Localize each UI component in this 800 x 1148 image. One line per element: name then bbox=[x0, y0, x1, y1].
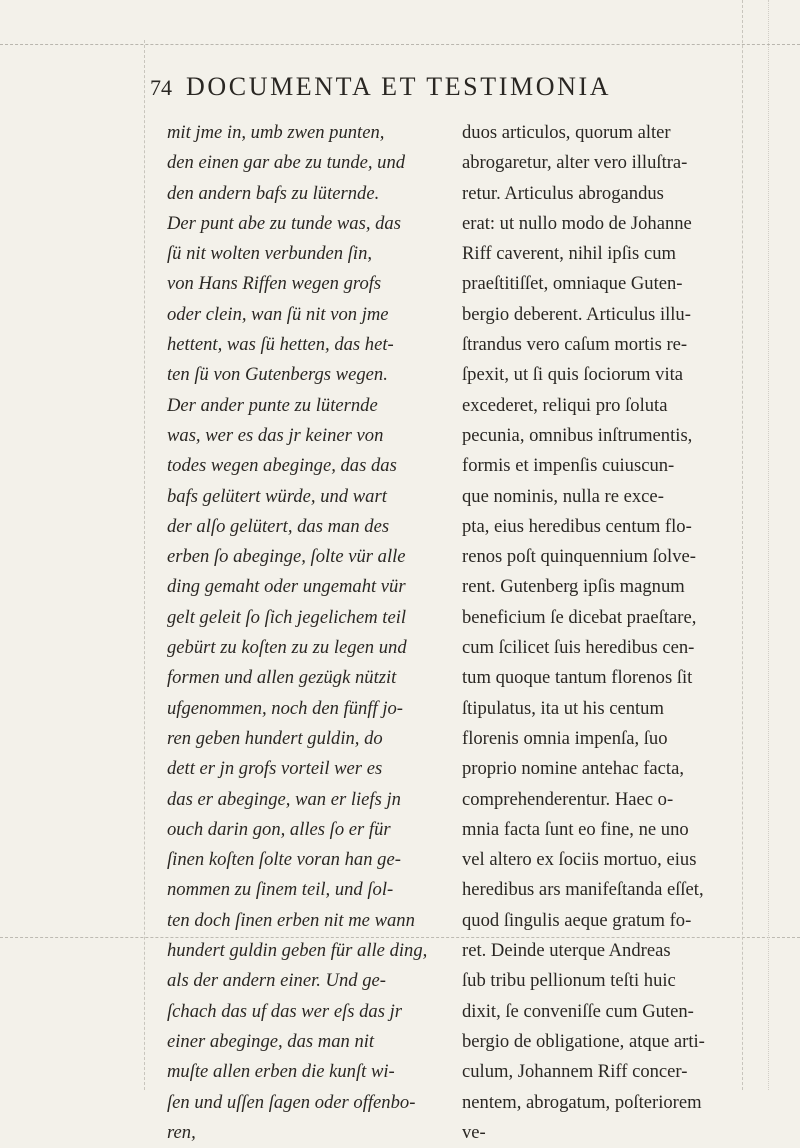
text-line: den andern bafs zu lüternde. bbox=[167, 182, 380, 204]
text-line: ve- bbox=[462, 1121, 486, 1143]
latin-text-column bbox=[462, 118, 732, 1148]
text-line: Der punt abe zu tunde was, das bbox=[167, 212, 401, 234]
text-line: ſen und uſſen ſagen oder offenbo- bbox=[167, 1091, 416, 1113]
text-line: ſub tribu pellionum teſti huic bbox=[462, 970, 676, 992]
text-line: praeſtitiſſet, omniaque Guten- bbox=[462, 273, 683, 295]
text-line: muſte allen erben die kunſt wi- bbox=[167, 1061, 395, 1083]
text-line: dett er jn grofs vorteil wer es bbox=[167, 758, 383, 780]
text-line: erat: ut nullo modo de Johanne bbox=[462, 212, 692, 234]
text-line: renos poſt quinquennium ſolve- bbox=[462, 546, 696, 568]
text-line: formen und allen gezügk nützit bbox=[167, 667, 397, 689]
text-line: comprehenderentur. Haec o- bbox=[462, 788, 674, 810]
scan-guide-line-edge bbox=[768, 0, 769, 1090]
german-text-column bbox=[167, 118, 437, 1148]
text-line: oder clein, wan ſü nit von jme bbox=[167, 303, 389, 325]
text-line: hundert guldin geben für alle ding, bbox=[167, 940, 428, 962]
text-line: dixit, ſe conveniſſe cum Guten- bbox=[462, 1000, 694, 1022]
text-line: bergio de obligatione, atque arti- bbox=[462, 1030, 705, 1052]
text-line: abrogaretur, alter vero illuſtra- bbox=[462, 152, 688, 174]
text-line: excederet, reliqui pro ſoluta bbox=[462, 394, 668, 416]
text-line: das er abeginge, wan er liefs jn bbox=[167, 788, 401, 810]
text-line: ſtrandus vero caſum mortis re- bbox=[462, 334, 688, 356]
text-line: ſinen koſten ſolte voran han ge- bbox=[167, 849, 401, 871]
text-line: hettent, was ſü hetten, das het- bbox=[167, 334, 394, 356]
text-line: Der ander punte zu lüternde bbox=[167, 394, 378, 416]
text-line: culum, Johannem Riff concer- bbox=[462, 1061, 688, 1083]
text-line: ſchach das uf das wer eſs das jr bbox=[167, 1000, 403, 1022]
text-line: tum quoque tantum florenos ſit bbox=[462, 667, 693, 689]
text-line: cum ſcilicet ſuis heredibus cen- bbox=[462, 637, 695, 659]
text-line: heredibus ars manifeſtanda eſſet, bbox=[462, 879, 704, 901]
text-line: bafs gelütert würde, und wart bbox=[167, 485, 387, 507]
text-line: mnia facta ſunt eo fine, ne uno bbox=[462, 818, 689, 840]
text-line: erben ſo abeginge, ſolte vür alle bbox=[167, 546, 406, 568]
text-line: bergio deberent. Articulus illu- bbox=[462, 303, 691, 325]
text-line: ren, bbox=[167, 1121, 196, 1143]
text-line: florenis omnia impenſa, ſuo bbox=[462, 727, 668, 749]
text-line: duos articulos, quorum alter bbox=[462, 122, 671, 143]
text-line: proprio nomine antehac facta, bbox=[462, 758, 684, 780]
text-line: ding gemaht oder ungemaht vür bbox=[167, 576, 406, 598]
running-title: DOCUMENTA ET TESTIMONIA bbox=[186, 72, 612, 101]
text-line: ten doch ſinen erben nit me wann bbox=[167, 909, 415, 931]
text-line: vel altero ex ſociis mortuo, eius bbox=[462, 849, 697, 871]
scan-guide-line-right bbox=[742, 0, 743, 1090]
text-line: ten ſü von Gutenbergs wegen. bbox=[167, 364, 388, 386]
scan-guide-line-top bbox=[0, 44, 800, 45]
text-line: mit jme in, umb zwen punten, bbox=[167, 122, 385, 143]
text-line: nommen zu ſinem teil, und ſol- bbox=[167, 879, 394, 901]
text-line: den einen gar abe zu tunde, und bbox=[167, 152, 406, 174]
text-line: rent. Gutenberg ipſis magnum bbox=[462, 576, 685, 598]
text-line: von Hans Riffen wegen grofs bbox=[167, 273, 382, 295]
text-line: pecunia, omnibus inſtrumentis, bbox=[462, 424, 693, 446]
text-line: gebürt zu koſten zu zu legen und bbox=[167, 637, 407, 659]
scan-guide-line-left bbox=[144, 40, 145, 1090]
text-line: formis et impenſis cuiuscun- bbox=[462, 455, 675, 477]
text-line: quod ſingulis aeque gratum fo- bbox=[462, 909, 692, 931]
text-line: Riff caverent, nihil ipſis cum bbox=[462, 243, 676, 265]
text-line: ouch darin gon, alles ſo er für bbox=[167, 818, 391, 840]
text-line: ſpexit, ut ſi quis ſociorum vita bbox=[462, 364, 684, 386]
text-line: que nominis, nulla re exce- bbox=[462, 485, 664, 507]
page-number: 74 bbox=[150, 75, 172, 100]
text-line: gelt geleit ſo ſich jegelichem teil bbox=[167, 606, 407, 628]
text-line: was, wer es das jr keiner von bbox=[167, 424, 384, 446]
text-line: ren geben hundert guldin, do bbox=[167, 727, 383, 749]
text-line: beneficium ſe dicebat praeſtare, bbox=[462, 606, 697, 628]
text-line: einer abeginge, das man nit bbox=[167, 1030, 375, 1052]
text-line: ſü nit wolten verbunden ſin, bbox=[167, 243, 373, 265]
text-line: als der andern einer. Und ge- bbox=[167, 970, 386, 992]
running-header bbox=[150, 72, 730, 106]
text-line: todes wegen abeginge, das das bbox=[167, 455, 397, 477]
text-line: retur. Articulus abrogandus bbox=[462, 182, 664, 204]
text-line: der alſo gelütert, das man des bbox=[167, 515, 390, 537]
text-line: ufgenommen, noch den fünff jo- bbox=[167, 697, 403, 719]
text-line: ret. Deinde uterque Andreas bbox=[462, 940, 671, 962]
text-line: nentem, abrogatum, poſteriorem bbox=[462, 1091, 702, 1113]
text-line: ſtipulatus, ita ut his centum bbox=[462, 697, 664, 719]
text-line: pta, eius heredibus centum flo- bbox=[462, 515, 692, 537]
